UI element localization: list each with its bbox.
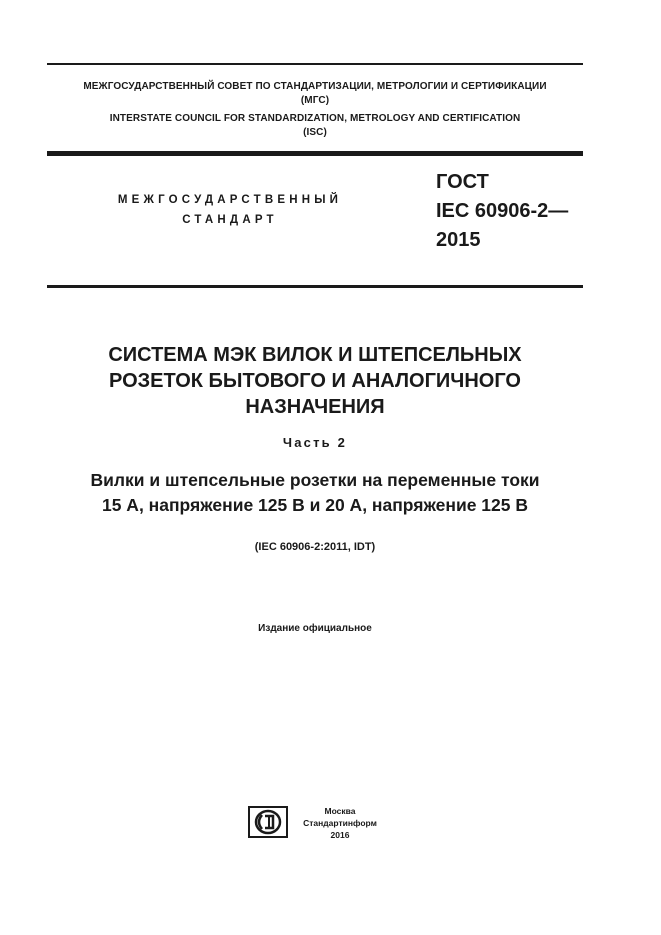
subtitle-line2: 15 А, напряжение 125 В и 20 А, напряжение 125 В — [101, 495, 528, 515]
part-label: Часть 2 — [282, 435, 348, 450]
standard-kind-line1: МЕЖГОСУДАРСТВЕННЫЙ — [117, 194, 343, 206]
title-line1: СИСТЕМА МЭК ВИЛОК И ШТЕПСЕЛЬНЫХ — [108, 344, 522, 366]
council-en: INTERSTATE COUNCIL FOR STANDARDIZATION, METROLOGY AND CERTIFICATION — [109, 113, 521, 124]
council-header — [47, 80, 583, 140]
council-ru-abbr: (МГС) — [300, 95, 330, 106]
publisher-year: 2016 — [330, 830, 350, 840]
publisher-city: Москва — [324, 806, 356, 816]
publisher-name: Стандартинформ — [303, 818, 377, 828]
standard-kind — [80, 190, 380, 230]
designation-divider — [47, 285, 583, 288]
edition-label: Издание официальное — [258, 623, 372, 634]
subtitle-line1: Вилки и штепсельные розетки на переменные токи — [90, 470, 540, 490]
title-line3: НАЗНАЧЕНИЯ — [245, 396, 385, 418]
idt-reference: (IEC 60906-2:2011, IDT) — [254, 541, 376, 553]
gost-designation — [436, 168, 596, 255]
document-title — [47, 342, 583, 420]
top-rule — [47, 63, 583, 65]
document-subtitle — [47, 468, 583, 518]
gost-year: 2015 — [436, 229, 481, 251]
council-en-abbr: (ISC) — [303, 127, 327, 138]
header-divider — [47, 151, 583, 156]
title-line2: РОЗЕТОК БЫТОВОГО И АНАЛОГИЧНОГО — [109, 370, 521, 392]
publisher-info — [292, 805, 388, 841]
gost-number: IEC 60906-2— — [436, 200, 569, 222]
standard-kind-line2: СТАНДАРТ — [182, 214, 278, 226]
standartinform-logo-icon — [248, 806, 288, 838]
gost-label: ГОСТ — [436, 171, 489, 193]
council-ru: МЕЖГОСУДАРСТВЕННЫЙ СОВЕТ ПО СТАНДАРТИЗАЦИИ, МЕТРОЛОГИИ И СЕРТИФИКАЦИИ — [83, 81, 547, 92]
